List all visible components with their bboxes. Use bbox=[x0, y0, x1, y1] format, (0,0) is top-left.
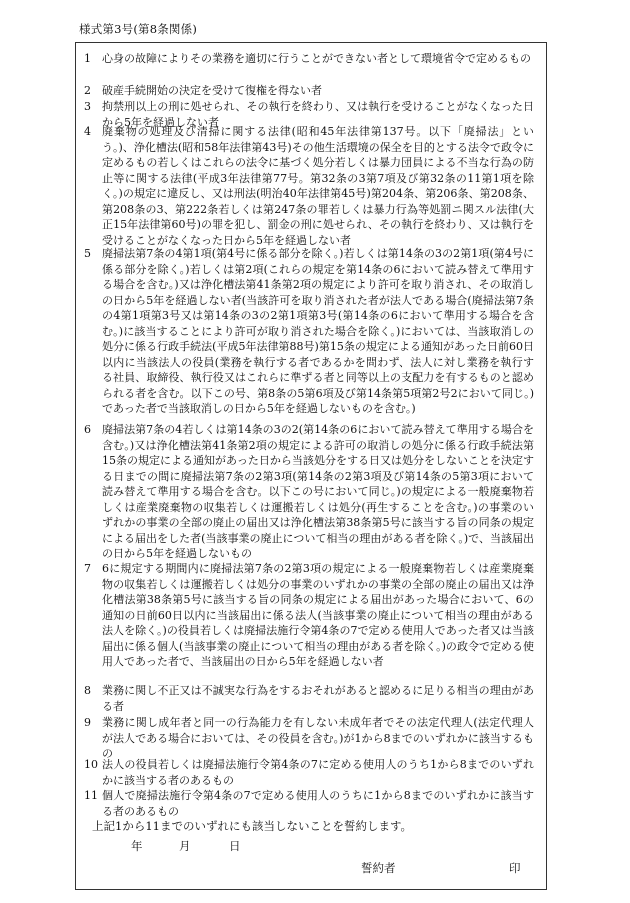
item-number: 11 bbox=[84, 789, 98, 802]
item-number: 10 bbox=[84, 758, 98, 771]
item-number: 3 bbox=[84, 100, 91, 113]
item-number: 1 bbox=[84, 52, 91, 65]
item-text: 廃掃法第7条の4若しくは第14条の3の2(第14条の6において読み替えて準用する場合を含む。)又は浄化槽法第41条第2項の規定による許可の取消しの処分に係る行政手続法第15条の規定による通知があった日から当該処分をする日又は処分をしないことを決定する日までの間に廃掃法第7条の2第3項(第14条の2第3項及び第14条の5第3項において読み替えて準用する場合を含む。以下この号において同じ。)の規定による一般廃棄物若しくは産業廃棄物の収集若しくは運搬若しくは処分(再生することを含む。)の事業のいずれかの事業の全部の廃止の届出又は浄化槽法第38条第5号に該当する旨の同条の規定による届出をした者(当該事業の廃止について相当の理由がある者を除く。)で、当該届出の日から5年を経過しないもの bbox=[102, 423, 534, 560]
list-item bbox=[84, 683, 534, 714]
item-number: 2 bbox=[84, 84, 91, 97]
item-text: 業務に関し不正又は不誠実な行為をするおそれがあると認めるに足りる相当の理由がある者 bbox=[102, 684, 534, 713]
item-text: 法人の役員若しくは廃掃法施行令第4条の7に定める使用人のうち1から8までのいずれかに該当する者のあるもの bbox=[102, 758, 534, 787]
declaration-box bbox=[75, 42, 547, 890]
item-text: 廃棄物の処理及び清掃に関する法律(昭和45年法律第137号。以下「廃掃法」という。)、浄化槽法(昭和58年法律第43号)その他生活環境の保全を目的とする法令で政令に定めるもの若しくはこれらの法令に基づく処分若しくは暴力団員による不当な行為の防止等に関する法律(平成3年法律第77号。第32条の3第7項及び第32条の11第1項を除く。)の規定に違反し、又は刑法(明治40年法律第45号)第204条、第206条、第208条、第208条の3、第222条若しくは第247条の罪若しくは暴力行為等処罰ニ関スル法律(大正15年法律第60号)の罪を犯し、罰金の刑に処せられ、その執行を終わり、又は執行を受けることがなくなった日から5年を経過しない者 bbox=[102, 125, 534, 247]
item-text: 破産手続開始の決定を受けて復権を得ない者 bbox=[102, 84, 322, 97]
list-item bbox=[84, 788, 534, 819]
seal-label: 印 bbox=[509, 861, 521, 875]
date-year-label: 年 bbox=[131, 839, 143, 853]
date-day-label: 日 bbox=[229, 839, 241, 853]
oath-statement: 上記1から11までのいずれにも該当しないことを誓約します。 bbox=[92, 819, 413, 833]
item-number: 4 bbox=[84, 125, 91, 138]
pledger-label: 誓約者 bbox=[361, 861, 396, 875]
item-number: 9 bbox=[84, 716, 91, 729]
item-number: 7 bbox=[84, 562, 91, 575]
list-item bbox=[84, 51, 534, 67]
item-number: 5 bbox=[84, 247, 91, 260]
list-item bbox=[84, 246, 534, 417]
date-month-label: 月 bbox=[179, 839, 191, 853]
list-item bbox=[84, 561, 534, 670]
item-text: 6に規定する期間内に廃掃法第7条の2第3項の規定による一般廃棄物若しくは産業廃棄物の収集若しくは運搬若しくは処分の事業のいずれかの事業の全部の廃止の届出又は浄化槽法第38条第5号に該当する旨の同条の規定による届出があった場合において、6の通知の日前60日以内に当該届出に係る法人(当該事業の廃止について相当の理由がある法人を除く。)の役員若しくは廃掃法施行令第4条の7で定める使用人であった者又は当該届出に係る個人(当該事業の廃止について相当の理由がある者を除く。)の政令で定める使用人であった者で、当該届出の日から5年を経過しない者 bbox=[102, 562, 534, 668]
list-item bbox=[84, 757, 534, 788]
item-number: 8 bbox=[84, 684, 91, 697]
item-text: 心身の故障によりその業務を適切に行うことができない者として環境省令で定めるもの bbox=[102, 52, 531, 65]
list-item bbox=[84, 83, 534, 99]
item-text: 拘禁刑以上の刑に処せられ、その執行を終わり、又は執行を受けることがなくなった日から5年を経過しない者 bbox=[102, 100, 534, 129]
item-text: 個人で廃掃法施行令第4条の7で定める使用人のうちに1から8までのいずれかに該当する者のあるもの bbox=[102, 789, 534, 818]
item-text: 廃掃法第7条の4第1項(第4号に係る部分を除く。)若しくは第14条の3の2第1項(第4号に係る部分を除く。)若しくは第2項(これらの規定を第14条の6において読み替えて準用する場合を含む。)又は浄化槽法第41条第2項の規定により許可を取り消され、その取消しの日から5年を経過しない者(当該許可を取り消された者が法人である場合(廃掃法第7条の4第1項第3号又は第14条の3の2第1項第3号(第14条の6において準用する場合を含む。)に該当することにより許可が取り消された場合を除く。)においては、当該取消しの処分に係る行政手続法(平成5年法律第88号)第15条の規定による通知があった日前60日以内に当該法人の役員(業務を執行する者であるかを問わず、法人に対し業務を執行する社員、取締役、執行役又はこれらに準ずる者と同等以上の支配力を有するものと認められる者を含む。以下この号、第8条の5第6項及び第14条第5項第2号2において同じ。)であった者で当該取消しの日から5年を経過しないものを含む。) bbox=[102, 247, 534, 415]
form-number: 様式第3号(第8条関係) bbox=[79, 22, 198, 36]
list-item bbox=[84, 124, 534, 248]
item-number: 6 bbox=[84, 423, 91, 436]
item-text: 業務に関し成年者と同一の行為能力を有しない未成年者でその法定代理人(法定代理人が法人である場合においては、その役員を含む。)が1から8までのいずれかに該当するもの bbox=[102, 716, 534, 760]
list-item bbox=[84, 715, 534, 762]
list-item bbox=[84, 422, 534, 562]
